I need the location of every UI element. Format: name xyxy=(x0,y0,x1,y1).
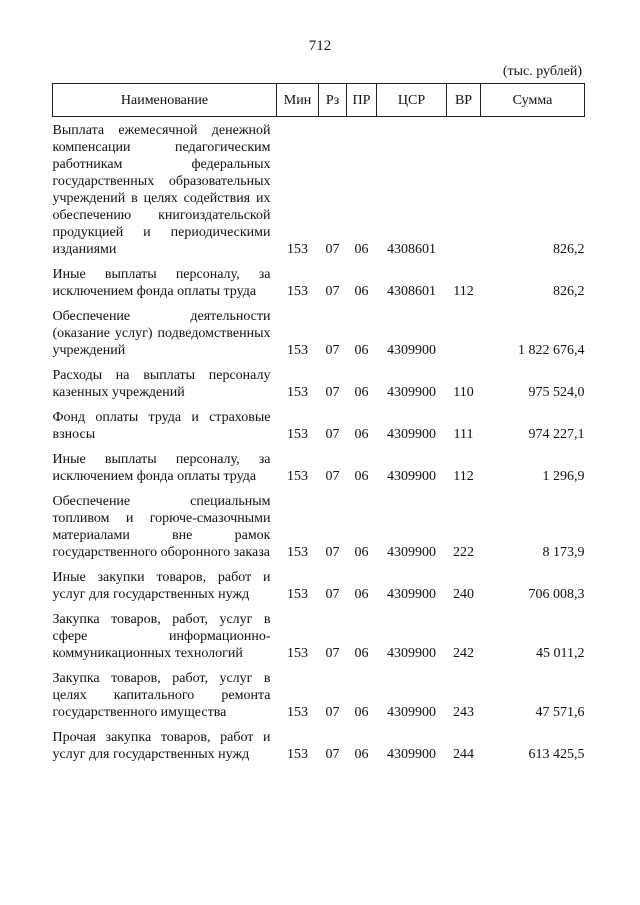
row-min: 153 xyxy=(287,747,308,762)
row-name: Иные закупки товаров, работ и услуг для государственных нужд xyxy=(52,570,271,602)
row-csr: 4309900 xyxy=(387,427,436,442)
row-name: Обеспечение деятельности (оказание услуг) подведомственных учреждений xyxy=(52,309,271,358)
row-rz: 07 xyxy=(325,242,340,257)
row-rz: 07 xyxy=(325,705,340,720)
row-pr: 06 xyxy=(354,343,369,358)
row-csr: 4309900 xyxy=(387,385,436,400)
row-pr: 06 xyxy=(354,545,369,560)
row-name: Иные выплаты персоналу, за исключением фонда оплаты труда xyxy=(52,267,271,299)
row-vr: 243 xyxy=(453,705,474,720)
table-row xyxy=(53,446,585,488)
row-sum: 47 571,6 xyxy=(535,705,585,720)
row-rz: 07 xyxy=(325,343,340,358)
row-name: Расходы на выплаты персоналу казенных учреждений xyxy=(52,368,271,400)
row-rz: 07 xyxy=(325,646,340,661)
row-name: Прочая закупка товаров, работ и услуг для государственных нужд xyxy=(52,730,271,762)
row-pr: 06 xyxy=(354,747,369,762)
row-min: 153 xyxy=(287,545,308,560)
row-pr: 06 xyxy=(354,587,369,602)
page-number: 712 xyxy=(308,38,332,54)
row-vr: 242 xyxy=(453,646,474,661)
row-name: Закупка товаров, работ, услуг в сфере информационно-коммуникационных технологий xyxy=(52,612,271,661)
row-sum: 45 011,2 xyxy=(536,646,585,661)
row-sum: 826,2 xyxy=(553,284,585,299)
table-row xyxy=(53,606,585,665)
row-name: Обеспечение специальным топливом и горюче-смазочными материалами вне рамок государственного оборонного заказа xyxy=(52,494,271,560)
row-pr: 06 xyxy=(354,385,369,400)
table-row xyxy=(53,117,585,262)
header-pr: ПР xyxy=(347,84,377,117)
table-header xyxy=(53,84,585,117)
row-name: Иные выплаты персоналу, за исключением фонда оплаты труда xyxy=(52,452,271,484)
row-min: 153 xyxy=(287,646,308,661)
row-sum: 826,2 xyxy=(553,242,585,257)
row-sum: 613 425,5 xyxy=(528,747,585,762)
row-csr: 4309900 xyxy=(387,705,436,720)
header-rz: Рз xyxy=(319,84,347,117)
row-min: 153 xyxy=(287,385,308,400)
row-rz: 07 xyxy=(325,385,340,400)
units-note: (тыс. рублей) xyxy=(502,64,582,79)
row-vr: 110 xyxy=(453,385,474,400)
row-vr xyxy=(447,117,481,262)
row-vr: 244 xyxy=(453,747,474,762)
row-min: 153 xyxy=(287,469,308,484)
row-name: Выплата ежемесячной денежной компенсации педагогическим работникам федеральных государственных образовательных учреждений в целях содействия их обеспечению книгоиздательской продукцией и периодическими изданиями xyxy=(52,123,271,257)
table-row xyxy=(53,488,585,564)
row-min: 153 xyxy=(287,343,308,358)
row-sum: 1 296,9 xyxy=(542,469,585,484)
row-pr: 06 xyxy=(354,646,369,661)
row-csr: 4308601 xyxy=(387,242,436,257)
row-pr: 06 xyxy=(354,242,369,257)
header-sum: Сумма xyxy=(481,84,585,117)
row-vr: 112 xyxy=(453,284,474,299)
row-vr: 111 xyxy=(453,427,474,442)
row-sum: 1 822 676,4 xyxy=(518,343,585,358)
row-name: Фонд оплаты труда и страховые взносы xyxy=(52,410,271,442)
row-sum: 974 227,1 xyxy=(528,427,585,442)
table-row xyxy=(53,724,585,766)
row-rz: 07 xyxy=(325,545,340,560)
row-sum: 975 524,0 xyxy=(528,385,585,400)
row-min: 153 xyxy=(287,427,308,442)
row-sum: 8 173,9 xyxy=(542,545,585,560)
table-row xyxy=(53,564,585,606)
row-pr: 06 xyxy=(354,427,369,442)
row-rz: 07 xyxy=(325,587,340,602)
row-rz: 07 xyxy=(325,284,340,299)
row-csr: 4309900 xyxy=(387,587,436,602)
table-row xyxy=(53,404,585,446)
row-rz: 07 xyxy=(325,427,340,442)
budget-table xyxy=(52,83,585,766)
row-vr: 112 xyxy=(453,469,474,484)
table-row xyxy=(53,362,585,404)
header-csr: ЦСР xyxy=(377,84,447,117)
row-csr: 4309900 xyxy=(387,545,436,560)
row-sum: 706 008,3 xyxy=(528,587,585,602)
row-csr: 4309900 xyxy=(387,343,436,358)
header-row xyxy=(53,84,585,117)
row-pr: 06 xyxy=(354,705,369,720)
table-body xyxy=(53,117,585,767)
table-row xyxy=(53,261,585,303)
row-rz: 07 xyxy=(325,747,340,762)
row-csr: 4309900 xyxy=(387,747,436,762)
row-vr xyxy=(447,303,481,362)
row-vr: 240 xyxy=(453,587,474,602)
header-name: Наименование xyxy=(53,84,277,117)
row-min: 153 xyxy=(287,705,308,720)
row-pr: 06 xyxy=(354,469,369,484)
header-vr: ВР xyxy=(447,84,481,117)
row-pr: 06 xyxy=(354,284,369,299)
row-vr: 222 xyxy=(453,545,474,560)
row-min: 153 xyxy=(287,242,308,257)
header-min: Мин xyxy=(277,84,319,117)
table-row xyxy=(53,665,585,724)
row-min: 153 xyxy=(287,284,308,299)
row-csr: 4308601 xyxy=(387,284,436,299)
row-name: Закупка товаров, работ, услуг в целях капитального ремонта государственного имущества xyxy=(52,671,271,720)
row-csr: 4309900 xyxy=(387,469,436,484)
row-csr: 4309900 xyxy=(387,646,436,661)
row-rz: 07 xyxy=(325,469,340,484)
table-row xyxy=(53,303,585,362)
row-min: 153 xyxy=(287,587,308,602)
